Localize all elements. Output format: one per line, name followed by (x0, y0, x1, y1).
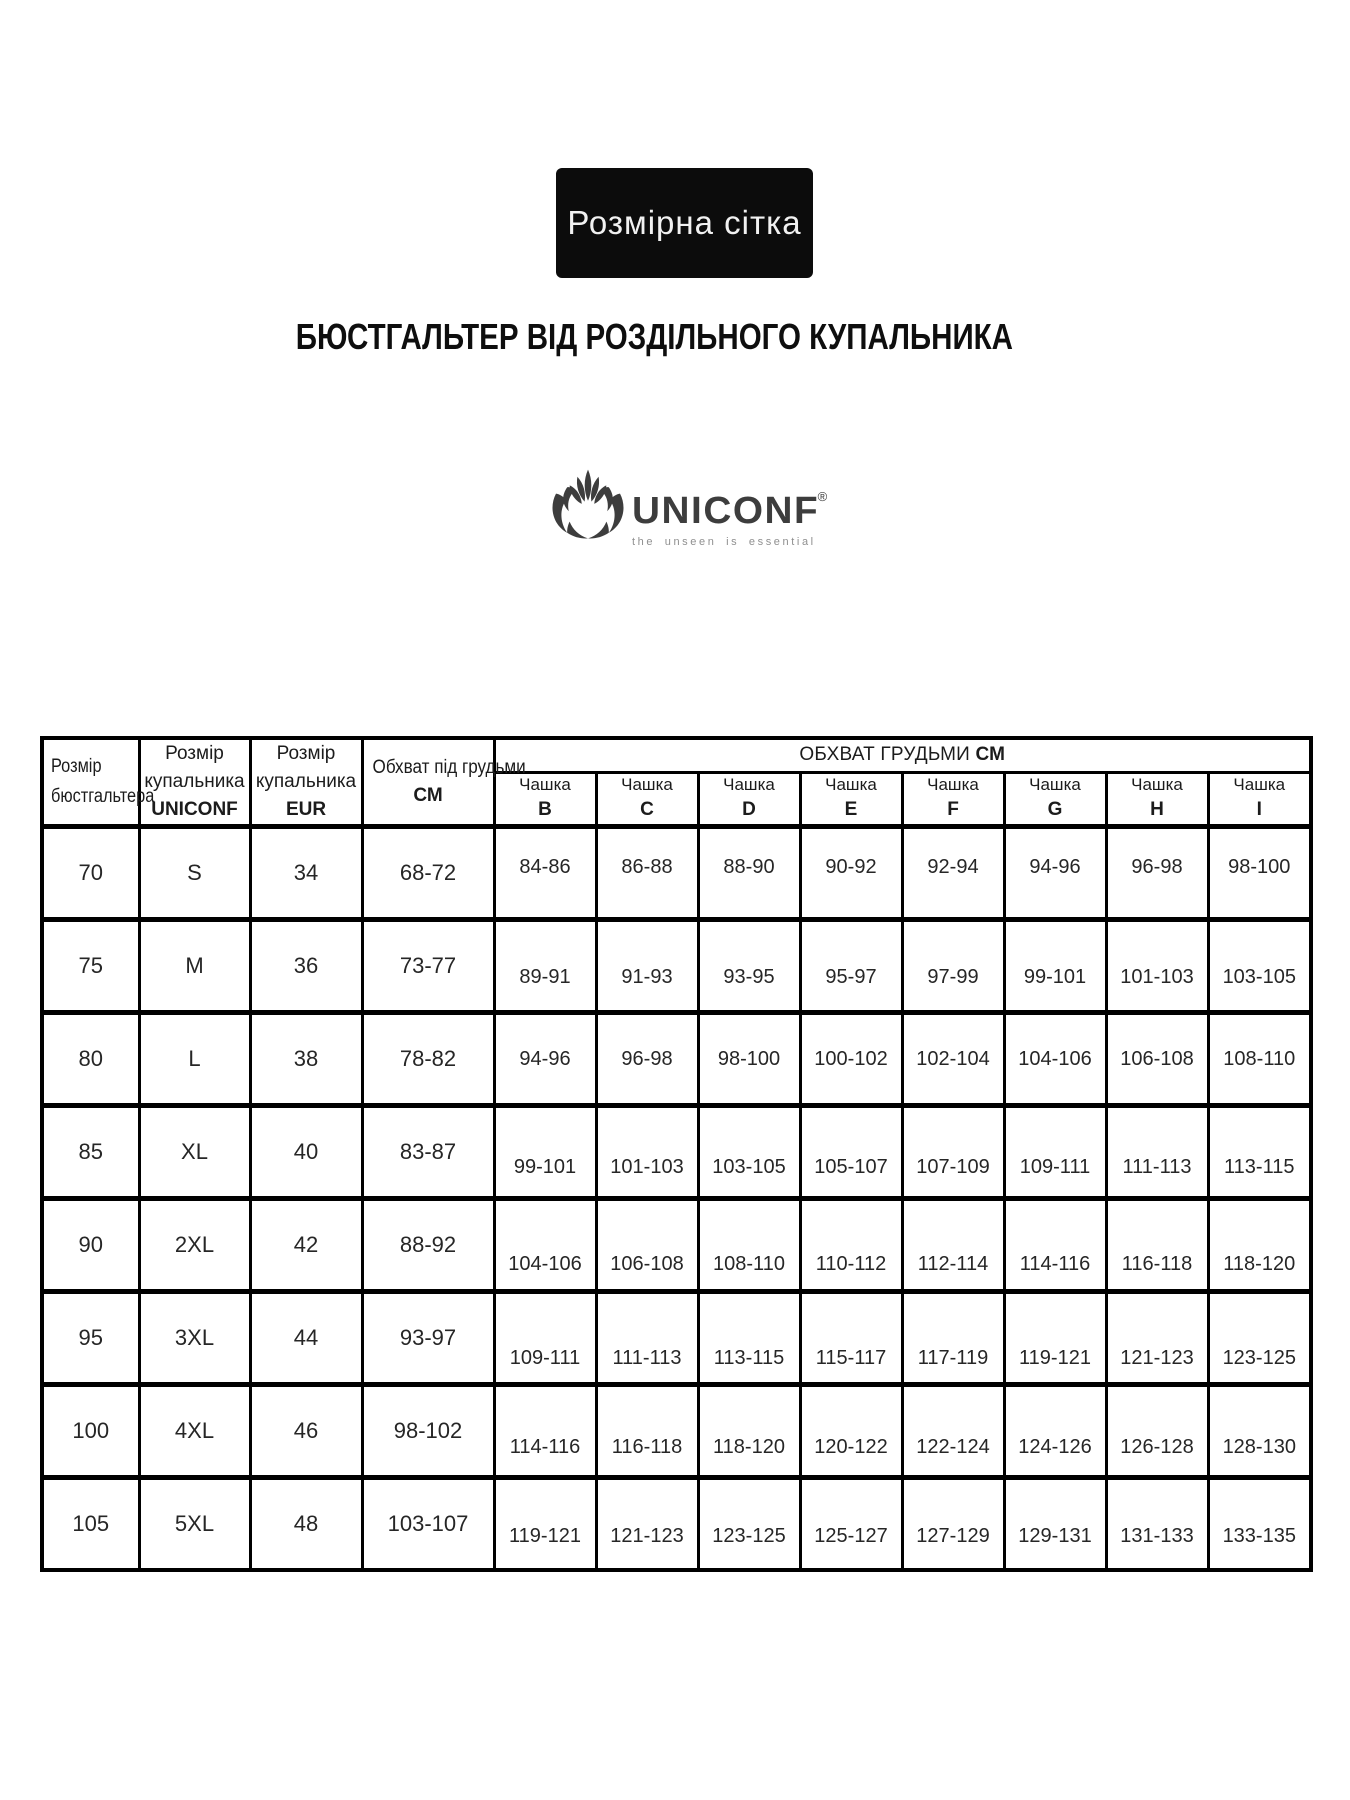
uniconf-size-cell: 2XL (139, 1198, 250, 1291)
registered-trademark-symbol: ® (817, 489, 828, 504)
table-row (42, 1105, 1311, 1198)
cup-value-cell: 106-108 (596, 1198, 698, 1291)
cup-value-cell: 96-98 (596, 1012, 698, 1105)
table-header-row-top (42, 738, 1311, 772)
bra-size-cell: 70 (42, 826, 139, 919)
cup-value-cell: 99-101 (494, 1105, 596, 1198)
cup-value-cell: 127-129 (902, 1477, 1004, 1570)
cup-value-cell: 123-125 (698, 1477, 800, 1570)
cup-value-cell: 126-128 (1106, 1384, 1208, 1477)
bra-size-cell: 100 (42, 1384, 139, 1477)
underbust-cell: 83-87 (362, 1105, 494, 1198)
cup-value-cell: 99-101 (1004, 919, 1106, 1012)
header-cup-B: Чашка B (494, 772, 596, 826)
cup-value-cell: 101-103 (596, 1105, 698, 1198)
cup-value-cell: 119-121 (1004, 1291, 1106, 1384)
cup-value-cell: 93-95 (698, 919, 800, 1012)
table-row (42, 1477, 1311, 1570)
cup-value-cell: 114-116 (494, 1384, 596, 1477)
cup-value-cell: 107-109 (902, 1105, 1004, 1198)
page-title-text: БЮСТГАЛЬТЕР ВІД РОЗДІЛЬНОГО КУПАЛЬНИКА (295, 316, 1013, 357)
cup-value-cell: 90-92 (800, 826, 902, 919)
cup-value-cell: 108-110 (698, 1198, 800, 1291)
cup-value-cell: 117-119 (902, 1291, 1004, 1384)
eur-size-cell: 42 (250, 1198, 362, 1291)
cup-value-cell: 116-118 (596, 1384, 698, 1477)
cup-value-cell: 104-106 (1004, 1012, 1106, 1105)
cup-value-cell: 122-124 (902, 1384, 1004, 1477)
eur-size-cell: 36 (250, 919, 362, 1012)
cup-value-cell: 103-105 (1208, 919, 1311, 1012)
cup-value-cell: 86-88 (596, 826, 698, 919)
eur-size-cell: 44 (250, 1291, 362, 1384)
bra-size-cell: 75 (42, 919, 139, 1012)
eur-size-cell: 34 (250, 826, 362, 919)
cup-value-cell: 103-105 (698, 1105, 800, 1198)
cup-value-cell: 94-96 (1004, 826, 1106, 919)
header-cup-I: Чашка I (1208, 772, 1311, 826)
underbust-cell: 68-72 (362, 826, 494, 919)
cup-value-cell: 118-120 (1208, 1198, 1311, 1291)
cup-value-cell: 108-110 (1208, 1012, 1311, 1105)
table-row (42, 826, 1311, 919)
underbust-cell: 88-92 (362, 1198, 494, 1291)
cup-value-cell: 110-112 (800, 1198, 902, 1291)
cup-value-cell: 111-113 (1106, 1105, 1208, 1198)
cup-value-cell: 96-98 (1106, 826, 1208, 919)
cup-value-cell: 98-100 (1208, 826, 1311, 919)
cup-value-cell: 100-102 (800, 1012, 902, 1105)
brand-logo-text (632, 489, 828, 548)
cup-value-cell: 89-91 (494, 919, 596, 1012)
underbust-cell: 98-102 (362, 1384, 494, 1477)
cup-value-cell: 97-99 (902, 919, 1004, 1012)
bra-size-cell: 80 (42, 1012, 139, 1105)
cup-value-cell: 95-97 (800, 919, 902, 1012)
cup-value-cell: 106-108 (1106, 1012, 1208, 1105)
cup-value-cell: 84-86 (494, 826, 596, 919)
header-bust-group: ОБХВАТ ГРУДЬМИ СМ (494, 738, 1311, 772)
underbust-cell: 73-77 (362, 919, 494, 1012)
cup-value-cell: 105-107 (800, 1105, 902, 1198)
uniconf-size-cell: 3XL (139, 1291, 250, 1384)
uniconf-size-cell: L (139, 1012, 250, 1105)
brand-logo (548, 466, 827, 548)
cup-value-cell: 109-111 (494, 1291, 596, 1384)
cup-value-cell: 128-130 (1208, 1384, 1311, 1477)
cup-value-cell: 131-133 (1106, 1477, 1208, 1570)
cup-value-cell: 119-121 (494, 1477, 596, 1570)
cup-value-cell: 98-100 (698, 1012, 800, 1105)
header-bra-size: Розмір бюстгальтера (42, 738, 139, 826)
uniconf-size-cell: 4XL (139, 1384, 250, 1477)
cup-value-cell: 116-118 (1106, 1198, 1208, 1291)
cup-value-cell: 112-114 (902, 1198, 1004, 1291)
cup-value-cell: 111-113 (596, 1291, 698, 1384)
page-title (0, 316, 1308, 358)
uniconf-size-cell: XL (139, 1105, 250, 1198)
size-table (40, 736, 1313, 1572)
uniconf-size-cell: M (139, 919, 250, 1012)
eur-size-cell: 38 (250, 1012, 362, 1105)
eur-size-cell: 40 (250, 1105, 362, 1198)
header-swimsuit-size-uniconf: Розмір купальника UNICONF (139, 738, 250, 826)
size-grid-badge (556, 168, 813, 278)
cup-value-cell: 102-104 (902, 1012, 1004, 1105)
bra-size-cell: 95 (42, 1291, 139, 1384)
cup-value-cell: 113-115 (1208, 1105, 1311, 1198)
cup-value-cell: 109-111 (1004, 1105, 1106, 1198)
cup-value-cell: 92-94 (902, 826, 1004, 919)
cup-value-cell: 88-90 (698, 826, 800, 919)
table-row (42, 919, 1311, 1012)
cup-value-cell: 133-135 (1208, 1477, 1311, 1570)
eur-size-cell: 46 (250, 1384, 362, 1477)
cup-value-cell: 101-103 (1106, 919, 1208, 1012)
header-underbust: Обхват під грудьми СМ (362, 738, 494, 826)
cup-value-cell: 113-115 (698, 1291, 800, 1384)
uniconf-size-cell: 5XL (139, 1477, 250, 1570)
brand-tagline: the unseen is essential (632, 536, 816, 548)
cup-value-cell: 123-125 (1208, 1291, 1311, 1384)
header-cup-E: Чашка E (800, 772, 902, 826)
underbust-cell: 103-107 (362, 1477, 494, 1570)
header-cup-C: Чашка C (596, 772, 698, 826)
cup-value-cell: 115-117 (800, 1291, 902, 1384)
cup-value-cell: 121-123 (596, 1477, 698, 1570)
cup-value-cell: 104-106 (494, 1198, 596, 1291)
cup-value-cell: 120-122 (800, 1384, 902, 1477)
table-row (42, 1012, 1311, 1105)
header-cup-F: Чашка F (902, 772, 1004, 826)
cup-value-cell: 121-123 (1106, 1291, 1208, 1384)
brand-name: UNICONF (632, 490, 820, 532)
header-swimsuit-size-eur: Розмір купальника EUR (250, 738, 362, 826)
uniconf-size-cell: S (139, 826, 250, 919)
cup-value-cell: 94-96 (494, 1012, 596, 1105)
underbust-cell: 78-82 (362, 1012, 494, 1105)
header-cup-D: Чашка D (698, 772, 800, 826)
bra-size-cell: 85 (42, 1105, 139, 1198)
size-grid-badge-label: Розмірна сітка (567, 204, 802, 241)
eur-size-cell: 48 (250, 1477, 362, 1570)
table-row (42, 1198, 1311, 1291)
size-table-container (40, 736, 1313, 1572)
cup-value-cell: 124-126 (1004, 1384, 1106, 1477)
cup-value-cell: 129-131 (1004, 1477, 1106, 1570)
cup-value-cell: 114-116 (1004, 1198, 1106, 1291)
underbust-cell: 93-97 (362, 1291, 494, 1384)
header-cup-G: Чашка G (1004, 772, 1106, 826)
cup-value-cell: 91-93 (596, 919, 698, 1012)
bra-size-cell: 105 (42, 1477, 139, 1570)
header-cup-H: Чашка H (1106, 772, 1208, 826)
bra-size-cell: 90 (42, 1198, 139, 1291)
lotus-flower-icon (548, 466, 628, 542)
cup-value-cell: 125-127 (800, 1477, 902, 1570)
table-row (42, 1291, 1311, 1384)
cup-value-cell: 118-120 (698, 1384, 800, 1477)
table-row (42, 1384, 1311, 1477)
